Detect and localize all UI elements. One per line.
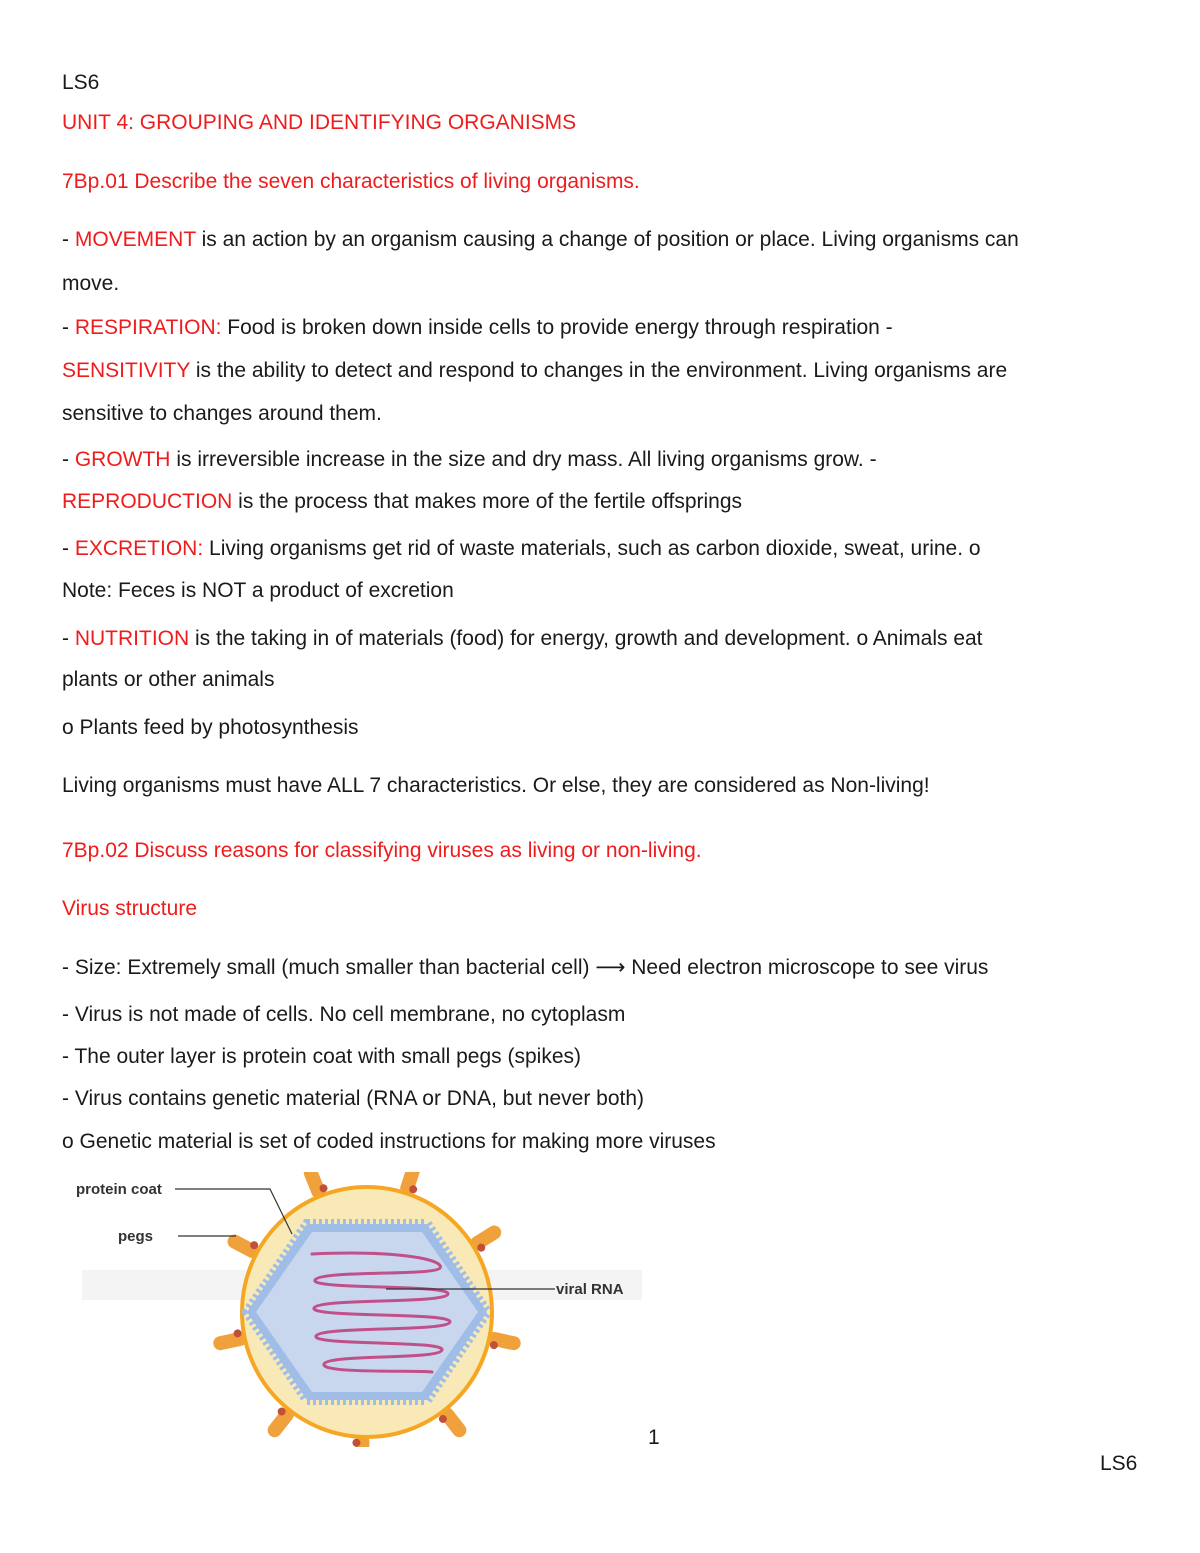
growth-dash: - — [62, 448, 75, 471]
excretion-text: Living organisms get rid of waste materials, such as carbon dioxide, sweat, urine. o — [203, 537, 981, 560]
movement-term: MOVEMENT — [74, 228, 196, 251]
excretion-line — [62, 536, 981, 562]
movement-text: is an action by an organism causing a change of position or place. Living organisms can — [195, 228, 1019, 251]
respiration-line — [62, 315, 893, 341]
reproduction-text: is the process that makes more of the fertile offsprings — [232, 490, 743, 513]
objective-7bp01: 7Bp.01 Describe the seven characteristics of living organisms. — [62, 170, 640, 193]
nutrition-text: is the taking in of materials (food) for energy, growth and development. o Animals eat — [189, 627, 983, 650]
label-protein-coat: protein coat — [76, 1181, 162, 1198]
growth-line — [62, 447, 877, 473]
virus-point-size: - Size: Extremely small (much smaller than bacterial cell) ⟶ Need electron microscope to see virus — [62, 956, 989, 979]
sensitivity-line-2: sensitive to changes around them. — [62, 402, 382, 425]
reproduction-term: REPRODUCTION — [62, 490, 233, 513]
excretion-line-2: Note: Feces is NOT a product of excretion — [62, 579, 454, 602]
sensitivity-line — [62, 358, 1007, 384]
conclusion-line: Living organisms must have ALL 7 characteristics. Or else, they are considered as Non-living! — [62, 774, 930, 797]
nutrition-line-3: o Plants feed by photosynthesis — [62, 716, 359, 739]
objective-7bp02: 7Bp.02 Discuss reasons for classifying viruses as living or non-living. — [62, 839, 702, 862]
virus-point-instructions: o Genetic material is set of coded instructions for making more viruses — [62, 1130, 716, 1153]
virus-structure-heading: Virus structure — [62, 897, 197, 920]
excretion-term: EXCRETION: — [74, 537, 204, 560]
document-code: LS6 — [62, 71, 100, 94]
nutrition-dash: - — [62, 627, 75, 650]
virus-point-coat: - The outer layer is protein coat with small pegs (spikes) — [62, 1045, 581, 1068]
virus-point-genetic: - Virus contains genetic material (RNA or DNA, but never both) — [62, 1087, 645, 1110]
nutrition-term: NUTRITION — [74, 627, 190, 650]
virus-structure-diagram — [60, 1172, 660, 1447]
nutrition-line — [62, 626, 983, 652]
growth-term: GROWTH — [74, 448, 171, 471]
virus-point-cells: - Virus is not made of cells. No cell membrane, no cytoplasm — [62, 1003, 626, 1026]
respiration-term: RESPIRATION: — [74, 316, 222, 339]
label-pegs: pegs — [118, 1228, 154, 1245]
movement-line-2: move. — [62, 272, 120, 295]
movement-dash: - — [62, 228, 75, 251]
sensitivity-term: SENSITIVITY — [62, 359, 190, 382]
respiration-dash: - — [62, 316, 75, 339]
reproduction-line — [62, 489, 742, 515]
page-number: 1 — [648, 1426, 660, 1449]
nutrition-line-2: plants or other animals — [62, 668, 275, 691]
growth-text: is irreversible increase in the size and dry mass. All living organisms grow. - — [170, 448, 877, 471]
movement-line — [62, 227, 1019, 253]
footer-code: LS6 — [1100, 1452, 1138, 1475]
unit-title: UNIT 4: GROUPING AND IDENTIFYING ORGANISMS — [62, 111, 577, 134]
excretion-dash: - — [62, 537, 75, 560]
respiration-text: Food is broken down inside cells to provide energy through respiration - — [221, 316, 893, 339]
sensitivity-text: is the ability to detect and respond to changes in the environment. Living organisms are — [189, 359, 1008, 382]
label-viral-rna: viral RNA — [556, 1281, 624, 1298]
